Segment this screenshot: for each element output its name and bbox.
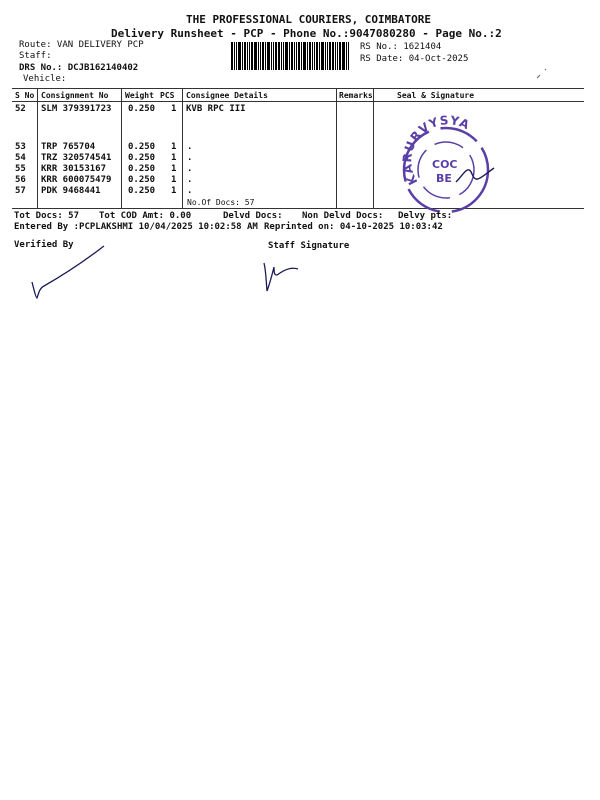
barcode-bar — [294, 42, 295, 70]
barcode-bar — [275, 42, 277, 70]
barcode-bar — [301, 42, 302, 70]
barcode-bar — [258, 42, 259, 70]
table-row-consignment: KRR 30153167 — [41, 164, 107, 174]
col-divider-sno — [37, 88, 38, 208]
table-row-sno: 55 — [15, 164, 26, 174]
tot-cod-amt: Tot COD Amt: 0.00 — [99, 211, 192, 221]
barcode-bar — [236, 42, 237, 70]
barcode-bar — [303, 42, 306, 70]
header-weight: Weight — [125, 91, 154, 100]
table-row-sno: 56 — [15, 175, 26, 185]
table-row-pcs: 1 — [171, 104, 177, 114]
table-row-consignment: PDK 9468441 — [41, 186, 101, 196]
verified-by-signature — [28, 242, 118, 302]
barcode — [231, 42, 356, 70]
col-divider-consignment — [121, 88, 122, 208]
col-divider-pcs — [182, 88, 183, 208]
barcode-bar — [273, 42, 274, 70]
barcode-bar — [238, 42, 241, 70]
table-row-pcs: 1 — [171, 175, 177, 185]
table-row-consignee: . — [187, 142, 193, 152]
table-row-weight: 0.250 — [128, 186, 156, 196]
table-row-pcs: 1 — [171, 153, 177, 163]
rs-date: RS Date: 04-Oct-2025 — [360, 54, 469, 64]
header-seal: Seal & Signature — [397, 91, 475, 100]
barcode-bar — [234, 42, 235, 70]
table-row-weight: 0.250 — [128, 142, 156, 152]
table-row-sno: 52 — [15, 104, 26, 114]
tot-docs: Tot Docs: 57 — [14, 211, 80, 221]
barcode-bar — [262, 42, 264, 70]
header-consignee: Consignee Details — [186, 91, 268, 100]
non-delvd-docs: Non Delvd Docs: — [302, 211, 384, 221]
barcode-bar — [314, 42, 315, 70]
barcode-bar — [291, 42, 293, 70]
table-row-consignee: KVB RPC III — [186, 104, 246, 114]
vehicle-label: Vehicle: — [23, 74, 67, 84]
table-row-sno: 53 — [15, 142, 26, 152]
table-row-consignee: . — [187, 186, 193, 196]
barcode-bar — [319, 42, 320, 70]
barcode-bar — [296, 42, 297, 70]
barcode-bar — [325, 42, 326, 70]
barcode-bar — [332, 42, 334, 70]
barcode-bar — [312, 42, 313, 70]
table-row-consignment: TRP 765704 — [41, 142, 96, 152]
barcode-bar — [242, 42, 243, 70]
barcode-bar — [283, 42, 284, 70]
drs-number: DRS No.: DCJB162140402 — [19, 63, 139, 73]
barcode-bar — [348, 42, 349, 70]
barcode-bar — [251, 42, 253, 70]
table-row-consignment: KRR 600075479 — [41, 175, 112, 185]
barcode-bar — [346, 42, 347, 70]
table-row-consignee: . — [187, 164, 193, 174]
staff-signature — [260, 257, 310, 297]
header-sno: S No — [15, 91, 35, 100]
barcode-bar — [337, 42, 338, 70]
table-row-pcs: 1 — [171, 142, 177, 152]
barcode-bar — [327, 42, 328, 70]
table-row-consignment: SLM 379391723 — [41, 104, 112, 114]
rs-number: RS No.: 1621404 — [360, 42, 442, 52]
barcode-bar — [342, 42, 345, 70]
table-row-weight: 0.250 — [128, 175, 156, 185]
stamp-arc-text: KARURVYSYA — [400, 113, 473, 188]
verified-by-label: Verified By — [14, 240, 74, 250]
table-top-border — [12, 88, 584, 89]
barcode-bar — [309, 42, 311, 70]
barcode-bar — [339, 42, 341, 70]
table-row-weight: 0.250 — [128, 104, 156, 114]
table-row-pcs: 1 — [171, 164, 177, 174]
header-pcs: PCS — [160, 91, 175, 100]
table-row-consignment: TRZ 320574541 — [41, 153, 112, 163]
barcode-bar — [271, 42, 272, 70]
company-title: THE PROFESSIONAL COURIERS, COIMBATORE — [186, 13, 432, 26]
runsheet-subtitle: Delivery Runsheet - PCP - Phone No.:9047080280 - Page No.:2 — [111, 27, 502, 40]
staff-label: Staff: — [19, 51, 52, 61]
barcode-bar — [307, 42, 308, 70]
table-row-pcs: 1 — [171, 186, 177, 196]
barcode-bar — [298, 42, 300, 70]
stamp-text-line-1: COC — [432, 158, 458, 171]
barcode-bar — [289, 42, 290, 70]
stamp-text-line-2: BE — [436, 172, 452, 185]
barcode-bar — [267, 42, 270, 70]
col-divider-remarks — [373, 88, 374, 208]
barcode-bar — [285, 42, 288, 70]
barcode-bar — [244, 42, 246, 70]
barcode-bar — [329, 42, 331, 70]
table-row-sno: 54 — [15, 153, 26, 163]
entered-by: Entered By :PCPLAKSHMI 10/04/2025 10:02:58 AM — [14, 222, 258, 232]
col-divider-consignee — [336, 88, 337, 208]
header-consignment: Consignment No — [41, 91, 109, 100]
barcode-bar — [260, 42, 261, 70]
barcode-bar — [231, 42, 233, 70]
barcode-bar — [254, 42, 257, 70]
barcode-bar — [278, 42, 280, 70]
rubber-stamp — [398, 113, 508, 212]
table-header-bottom-border — [12, 101, 584, 102]
table-row-weight: 0.250 — [128, 164, 156, 174]
barcode-bar — [321, 42, 324, 70]
barcode-bar — [247, 42, 248, 70]
table-row-sno: 57 — [15, 186, 26, 196]
header-remarks: Remarks — [339, 91, 373, 100]
delvd-docs: Delvd Docs: — [223, 211, 283, 221]
barcode-bar — [249, 42, 250, 70]
reprinted-on: Reprinted on: 04-10-2025 10:03:42 — [264, 222, 443, 232]
table-row-weight: 0.250 — [128, 153, 156, 163]
barcode-bar — [265, 42, 266, 70]
barcode-bar — [281, 42, 282, 70]
barcode-bar — [316, 42, 318, 70]
no-of-docs: No.Of Docs: 57 — [187, 198, 255, 207]
margin-mark — [535, 66, 555, 86]
table-row-consignee: . — [187, 175, 193, 185]
table-row-consignee: . — [187, 153, 193, 163]
staff-signature-label: Staff Signature — [268, 241, 350, 251]
route-label: Route: VAN DELIVERY PCP — [19, 40, 144, 50]
delvy-pts: Delvy pts: — [398, 211, 453, 221]
barcode-bar — [335, 42, 336, 70]
